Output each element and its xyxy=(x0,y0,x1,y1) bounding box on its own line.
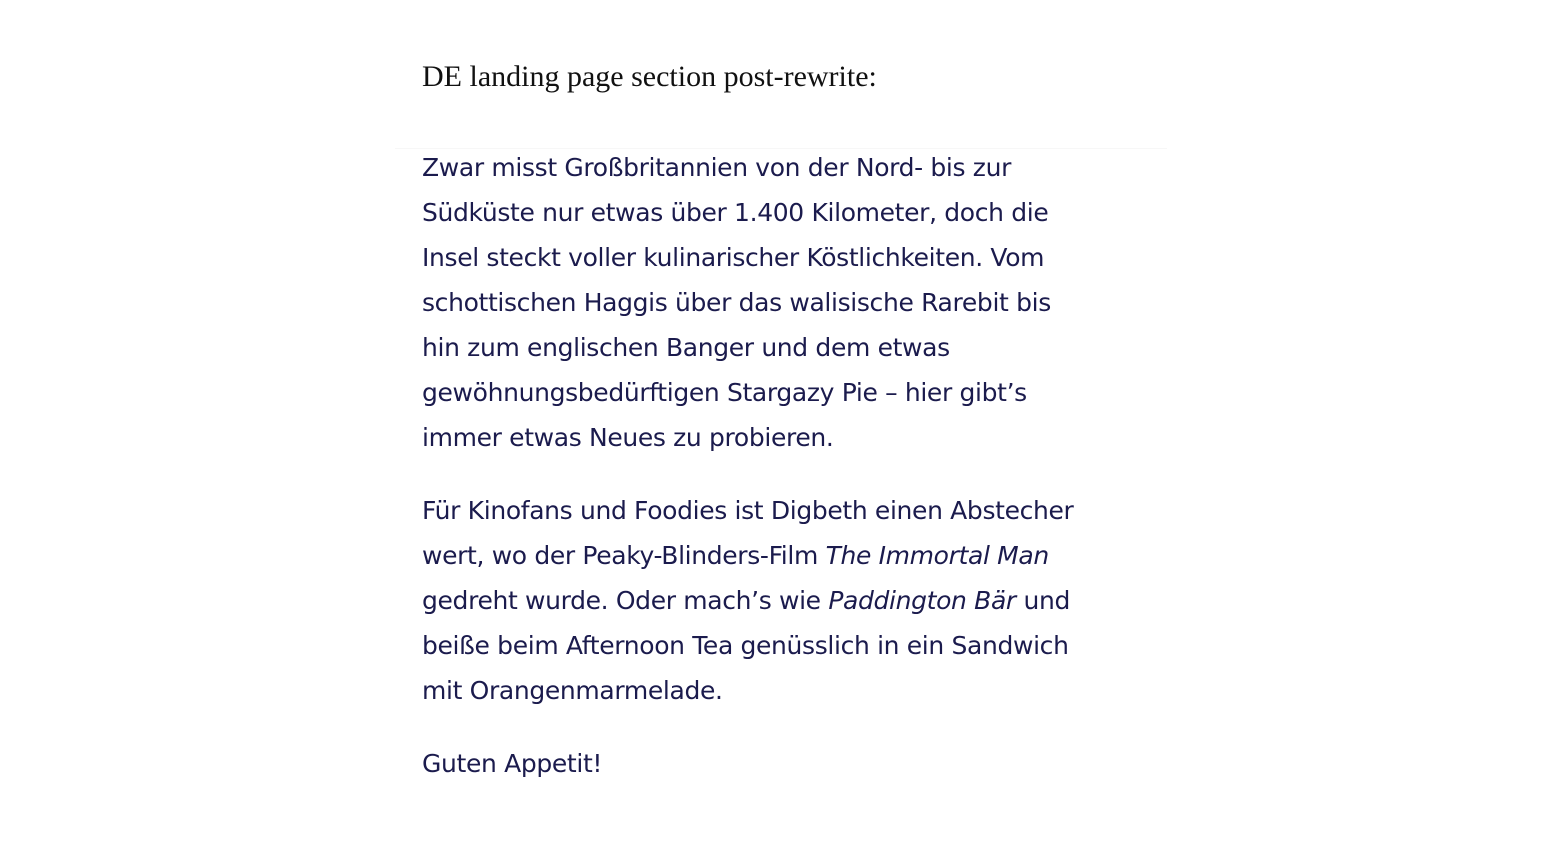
text-line xyxy=(422,533,1157,578)
text-line: gewöhnungsbedürftigen Stargazy Pie – hier gibt’s xyxy=(422,378,1027,407)
landing-page-text xyxy=(422,145,1157,814)
text-line: mit Orangenmarmelade. xyxy=(422,676,723,705)
paragraph-digbeth xyxy=(422,488,1157,713)
text-line: hin zum englischen Banger und dem etwas xyxy=(422,333,950,362)
paragraph-closing xyxy=(422,741,1157,786)
text-line: schottischen Haggis über das walisische Rarebit bis xyxy=(422,288,1051,317)
text-line: Insel steckt voller kulinarischer Köstlichkeiten. Vom xyxy=(422,243,1045,272)
text-segment: wert, wo der Peaky-Blinders-Film xyxy=(422,541,826,570)
text-line: Zwar misst Großbritannien von der Nord- bis zur xyxy=(422,153,1011,182)
text-line: immer etwas Neues zu probieren. xyxy=(422,423,834,452)
text-segment: gedreht wurde. Oder mach’s wie xyxy=(422,586,829,615)
section-heading: DE landing page section post-rewrite: xyxy=(422,60,877,93)
text-line: Südküste nur etwas über 1.400 Kilometer, doch die xyxy=(422,198,1049,227)
text-segment: und xyxy=(1015,586,1070,615)
text-line xyxy=(422,578,1157,623)
text-line: beiße beim Afternoon Tea genüsslich in ein Sandwich xyxy=(422,631,1069,660)
film-title: The Immortal Man xyxy=(825,541,1049,570)
character-name: Paddington Bär xyxy=(828,586,1016,615)
text-line: Für Kinofans und Foodies ist Digbeth einen Abstecher xyxy=(422,496,1074,525)
paragraph-food-intro xyxy=(422,145,1157,460)
text-line: Guten Appetit! xyxy=(422,749,603,778)
